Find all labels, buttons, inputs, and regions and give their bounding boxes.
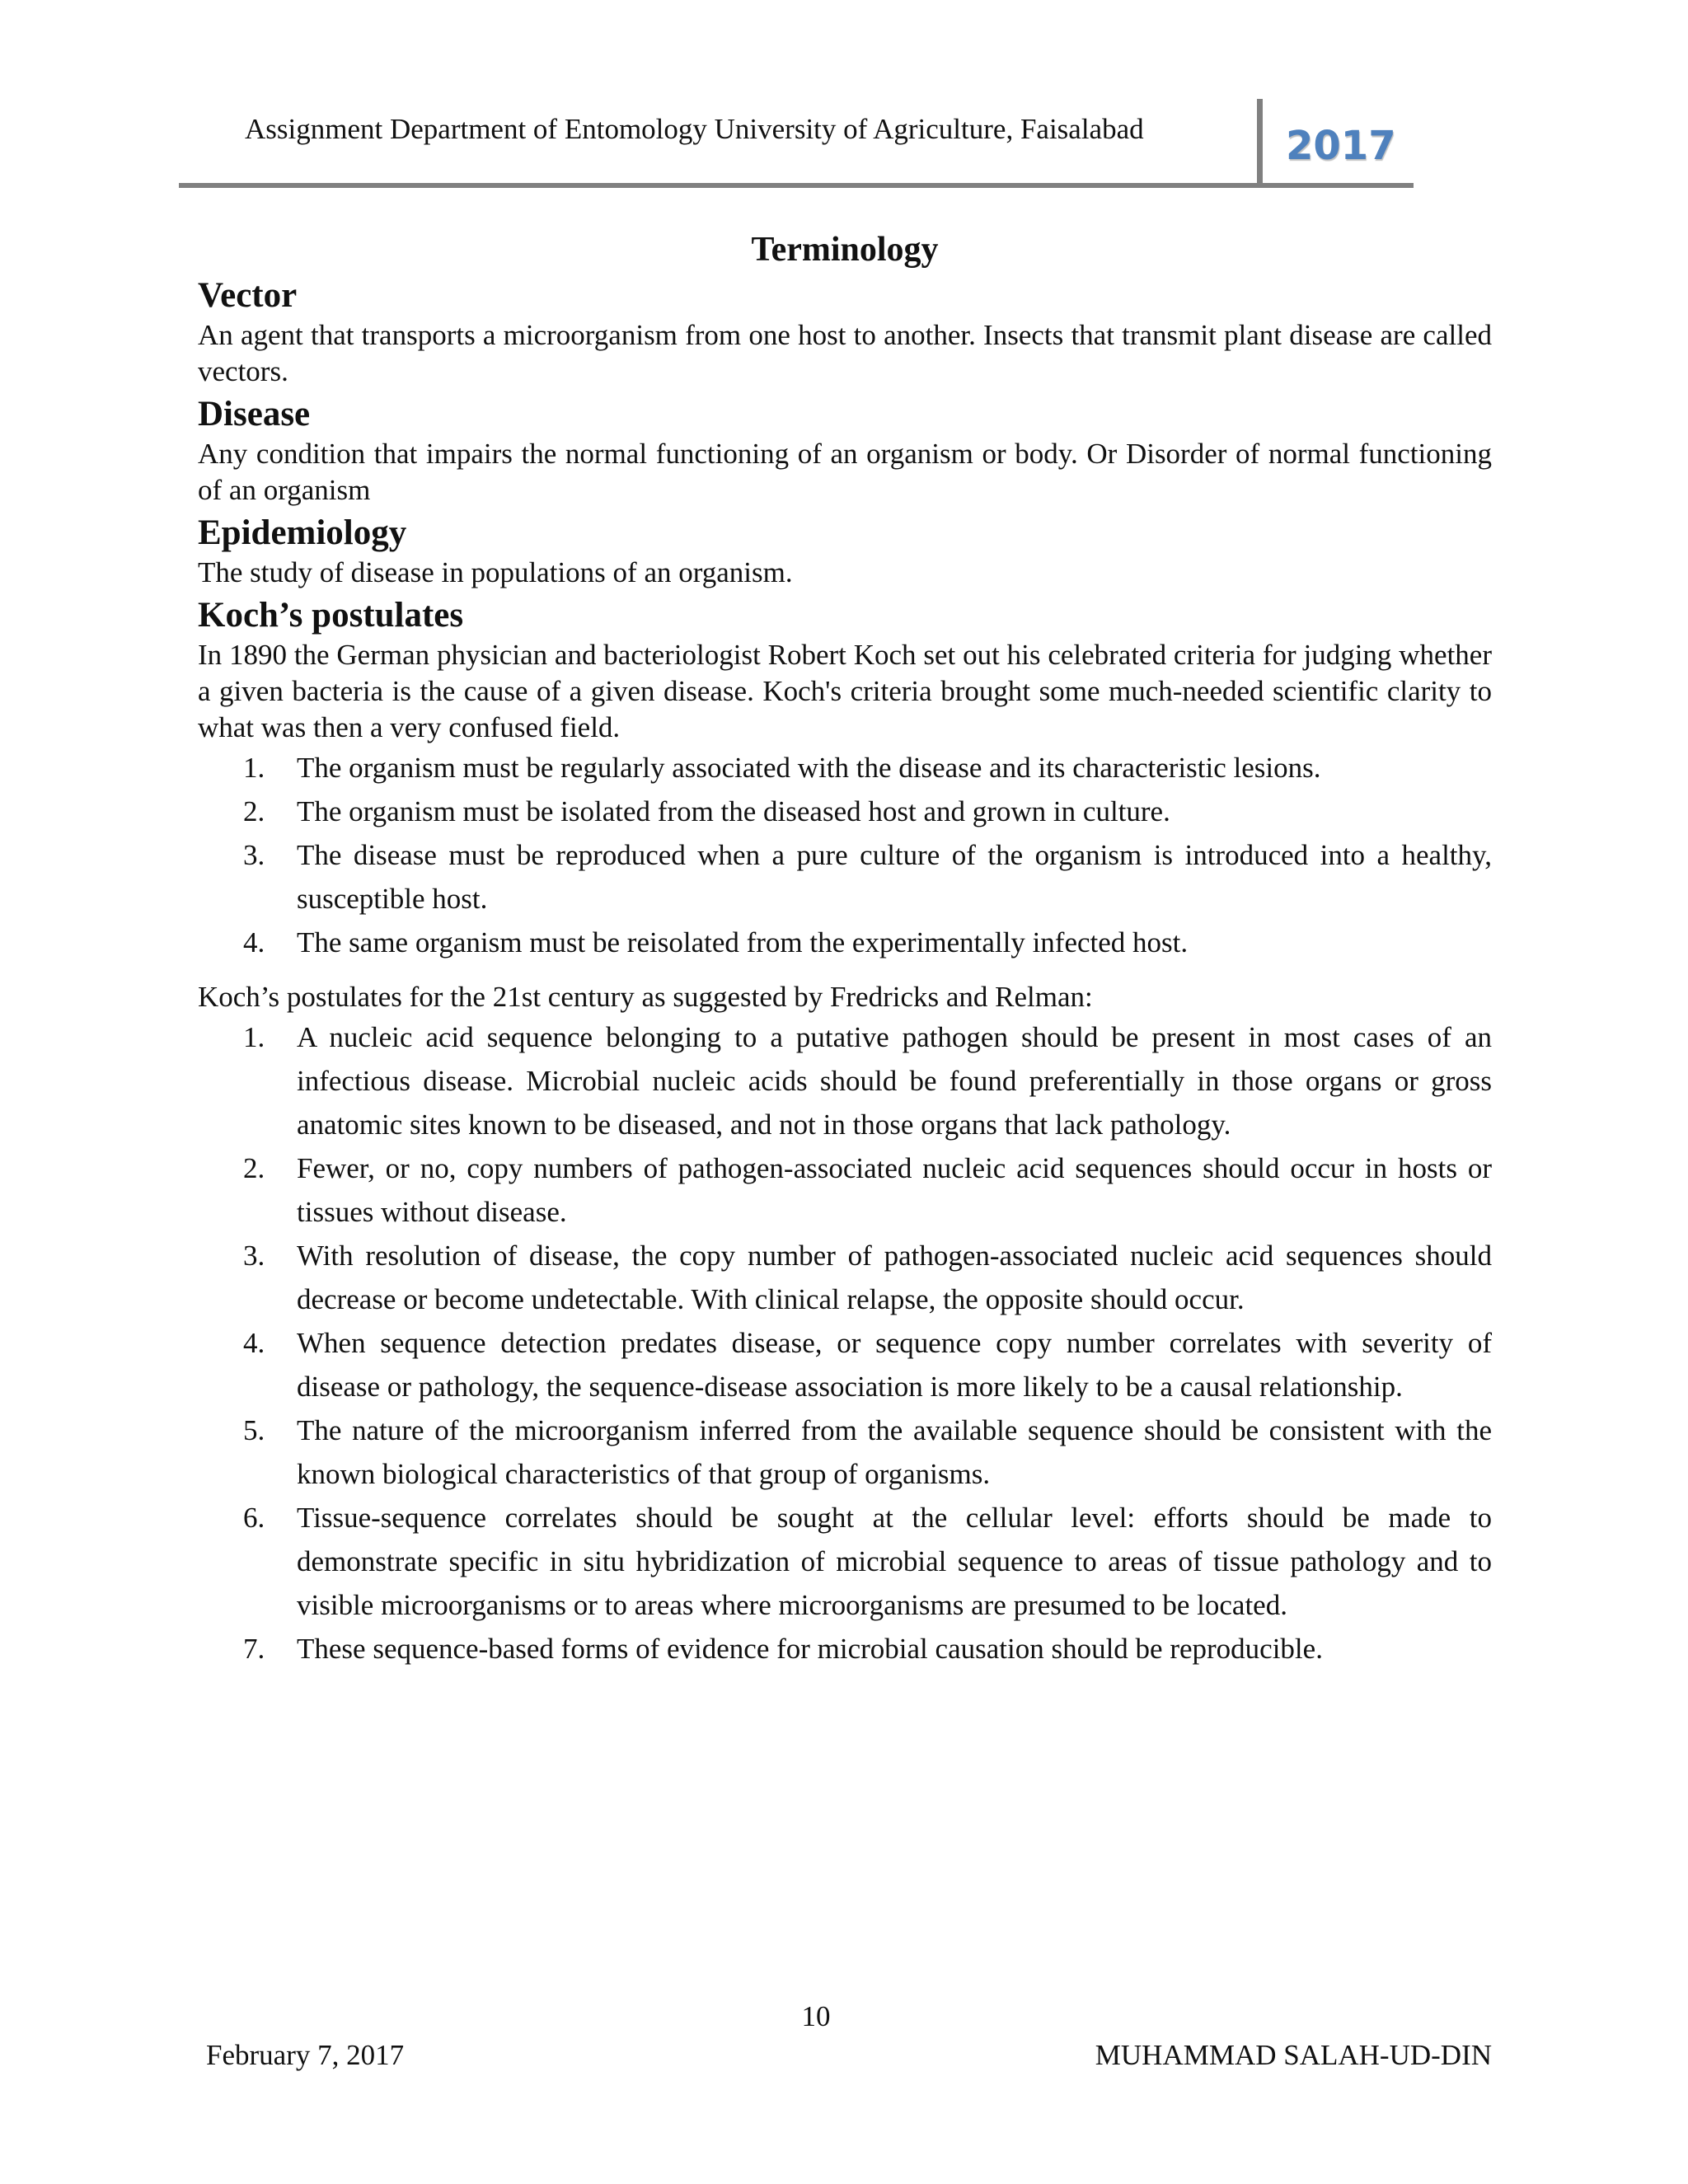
list-item-text: With resolution of disease, the copy number of pathogen-associated nucleic acid sequences should decrease or become undetectable. With clinical relapse, the opposite should occur.	[297, 1240, 1492, 1315]
term-definition-vector: An agent that transports a microorganism from one host to another. Insects that transmit plant disease are called vectors.	[198, 319, 1492, 387]
spacer	[198, 964, 1492, 979]
modern-postulates-list	[198, 1015, 1492, 1671]
koch-postulates-list	[198, 746, 1492, 964]
list-item-text: The nature of the microorganism inferred from the available sequence should be consistent with the known biological characteristics of that group of organisms.	[297, 1414, 1492, 1490]
list-item-number: 3.	[243, 1240, 265, 1272]
header-year: 2017	[1286, 123, 1396, 169]
list-item-text: The same organism must be reisolated from the experimentally infected host.	[297, 926, 1189, 958]
list-item-text: Tissue-sequence correlates should be sought at the cellular level: efforts should be made to demonstrate specific in situ hybridization of microbial sequence to areas of tissue pathology and to visible microorganisms or to areas where microorganisms are presumed to be located.	[297, 1502, 1492, 1621]
header-text: Assignment Department of Entomology University of Agriculture, Faisalabad	[245, 113, 1144, 145]
footer-author: MUHAMMAD SALAH-UD-DIN	[1095, 2039, 1492, 2071]
list-item	[198, 790, 1492, 833]
header-rule	[179, 183, 1414, 188]
list-item-text: When sequence detection predates disease, or sequence copy number correlates with severity of disease or pathology, the sequence-disease association is more likely to be a causal relationship.	[297, 1327, 1492, 1403]
modern-postulates-intro: Koch’s postulates for the 21st century as suggested by Fredricks and Relman:	[198, 981, 1093, 1013]
list-item	[198, 1321, 1492, 1408]
list-item-text: A nucleic acid sequence belonging to a putative pathogen should be present in most cases of an infectious disease. Microbial nucleic acids should be found preferentially in those organs or gross anatomic sites known to be diseased, and not in those organs that lack pathology.	[297, 1021, 1492, 1141]
page-title: Terminology	[751, 231, 939, 269]
term-definition-kochs-postulates: In 1890 the German physician and bacteriologist Robert Koch set out his celebrated criteria for judging whether a given bacteria is the cause of a given disease. Koch's criteria brought some much-needed scientific clarity to what was then a very confused field.	[198, 639, 1492, 743]
page-content	[198, 227, 1492, 1671]
list-item-number: 4.	[243, 926, 265, 958]
list-item-number: 5.	[243, 1414, 265, 1446]
list-item-text: The organism must be regularly associated with the disease and its characteristic lesions.	[297, 752, 1321, 784]
list-item	[198, 1408, 1492, 1496]
term-title-kochs-postulates: Koch’s postulates	[198, 596, 464, 635]
page-header	[179, 87, 1414, 190]
term-title-epidemiology: Epidemiology	[198, 513, 407, 552]
term-title-disease: Disease	[198, 395, 311, 434]
list-item	[198, 1234, 1492, 1321]
list-item	[198, 1015, 1492, 1146]
list-item	[198, 833, 1492, 921]
list-item-text: The disease must be reproduced when a pure culture of the organism is introduced into a healthy, susceptible host.	[297, 839, 1492, 915]
list-item	[198, 1146, 1492, 1234]
page-number: 10	[801, 2000, 831, 2032]
list-item-number: 1.	[243, 1021, 265, 1053]
list-item-text: These sequence-based forms of evidence for microbial causation should be reproducible.	[297, 1633, 1323, 1665]
list-item-text: Fewer, or no, copy numbers of pathogen-associated nucleic acid sequences should occur in hosts or tissues without disease.	[297, 1152, 1492, 1228]
list-item	[198, 1627, 1492, 1671]
term-definition-epidemiology: The study of disease in populations of an organism.	[198, 556, 793, 588]
list-item-number: 4.	[243, 1327, 265, 1359]
list-item-text: The organism must be isolated from the diseased host and grown in culture.	[297, 795, 1170, 827]
list-item-number: 2.	[243, 1152, 265, 1184]
list-item-number: 7.	[243, 1633, 265, 1665]
list-item	[198, 1496, 1492, 1627]
list-item-number: 6.	[243, 1502, 265, 1534]
list-item-number: 3.	[243, 839, 265, 871]
list-item	[198, 921, 1492, 964]
list-item	[198, 746, 1492, 790]
footer-date: February 7, 2017	[206, 2039, 405, 2071]
term-title-vector: Vector	[198, 276, 298, 315]
header-divider	[1257, 99, 1263, 188]
term-definition-disease: Any condition that impairs the normal functioning of an organism or body. Or Disorder of normal functioning of an organism	[198, 438, 1492, 506]
list-item-number: 2.	[243, 795, 265, 827]
list-item-number: 1.	[243, 752, 265, 784]
